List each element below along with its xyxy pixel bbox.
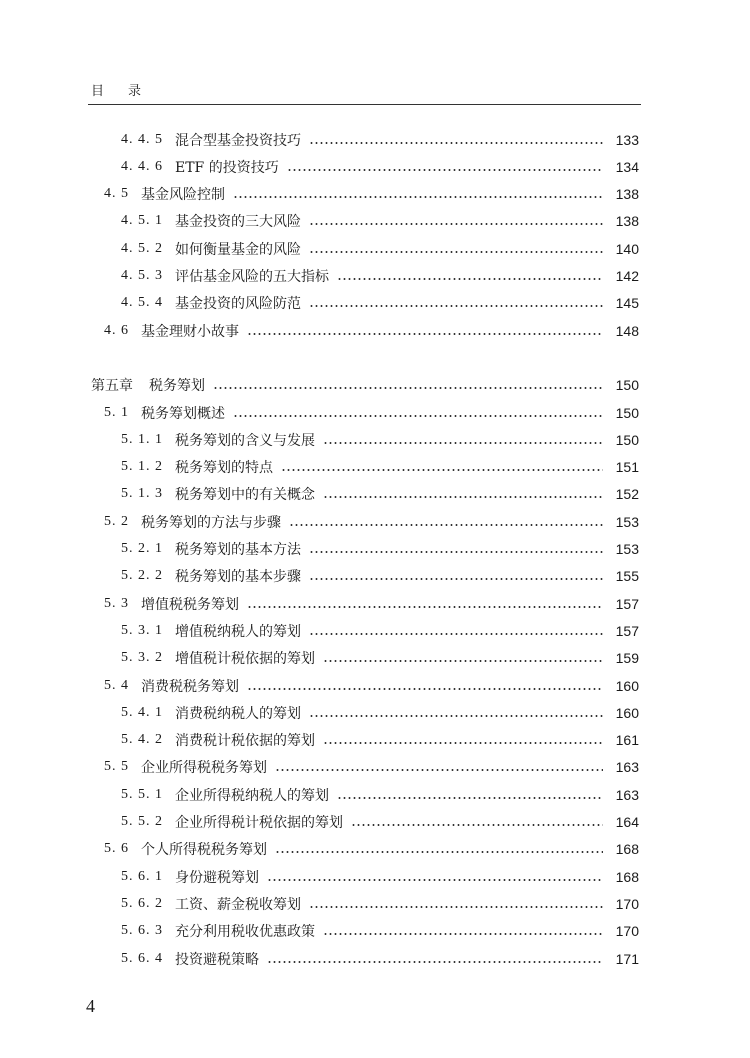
toc-entry-page: 164 [615,814,639,830]
dot-leader [213,387,603,389]
toc-entry-number: 4. 4. 6 [121,158,163,174]
toc-entry-number: 4. 5. 4 [121,295,163,311]
dot-leader [247,333,603,335]
toc-entry-number: 5. 1 [104,404,129,420]
toc-entry-page: 159 [615,650,639,667]
toc-subsection-entry [121,563,639,590]
toc-subsection-entry [121,263,639,290]
toc-entry-page: 151 [615,459,639,476]
toc-entry-page: 168 [615,841,639,858]
toc-entry-page: 168 [615,868,639,885]
running-header [91,80,141,99]
toc-section-entry [104,754,639,781]
toc-entry-page: 150 [615,377,639,394]
dot-leader [233,415,603,417]
toc-subsection-entry [121,481,639,508]
toc-entry-number: 5. 6. 3 [121,923,163,939]
toc-entry-title: 消费税纳税人的筹划 [175,705,301,722]
toc-subsection-entry [121,781,639,808]
toc-entry-title: 消费税计税依据的筹划 [175,733,315,750]
toc-entry-title: 身份避税筹划 [175,869,259,886]
dot-leader [309,305,603,307]
dot-leader [309,551,603,553]
dot-leader [323,660,603,662]
toc-subsection-entry [121,945,639,972]
toc-section-entry [104,181,639,208]
dot-leader [275,769,603,771]
toc-entry-number: 5. 5. 2 [121,814,163,829]
toc-entry-page: 160 [615,704,639,721]
dot-leader [309,578,603,580]
toc-entry-number: 5. 3. 2 [121,650,163,666]
toc-entry-number: 5. 6. 2 [121,895,163,911]
dot-leader [323,933,603,935]
running-header-char-2: 录 [128,84,142,99]
toc-entry-title: 税务筹划的方法与步骤 [141,514,281,531]
toc-entry-page: 153 [615,541,639,557]
toc-entry-number: 4. 5. 2 [121,240,163,256]
toc-entry-number: 第五章 [91,378,133,395]
toc-entry-page: 140 [615,240,639,257]
toc-entry-number: 4. 6 [104,322,129,338]
toc-entry-title: 税务筹划的基本步骤 [175,569,301,586]
toc-subsection-entry [121,809,639,836]
toc-entry-page: 161 [615,732,639,749]
toc-subsection-entry [121,536,639,563]
toc-section-entry [104,590,639,617]
toc-entry-page: 138 [615,213,639,230]
dot-leader [247,606,603,608]
toc-entry-title: 混合型基金投资技巧 [175,132,301,149]
dot-leader [267,961,603,963]
toc-entry-title: 消费税税务筹划 [141,678,239,695]
toc-entry-number: 4. 5 [104,186,129,202]
toc-entry-title: 个人所得税税务筹划 [141,842,267,859]
toc-entry-page: 150 [615,404,639,421]
dot-leader [281,469,603,471]
toc-subsection-entry [121,890,639,917]
toc-subsection-entry [121,235,639,262]
toc-entry-number: 4. 5. 3 [121,268,163,283]
toc-entry-number: 5. 2. 1 [121,541,163,556]
toc-entry-title: ETF 的投资技巧 [175,159,279,176]
toc-entry-title: 税务筹划的含义与发展 [175,432,315,449]
toc-entry-title: 增值税计税依据的筹划 [175,651,315,668]
header-rule [88,104,641,105]
toc-entry-title: 基金投资的风险防范 [175,296,301,313]
toc-entry-page: 142 [615,268,639,284]
toc-entry-number: 5. 5 [104,759,129,775]
toc-section-entry [104,317,639,344]
toc-entry-number: 5. 3. 1 [121,622,163,638]
toc-entry-page: 170 [615,895,639,912]
toc-section-entry [104,399,639,426]
toc-entry-title: 基金风险控制 [141,187,225,204]
toc-section-entry [104,836,639,863]
dot-leader [247,688,603,690]
toc-entry-title: 充分利用税收优惠政策 [175,924,315,941]
toc-entry-page: 155 [615,568,639,585]
toc-entry-number: 5. 1. 3 [121,486,163,502]
toc-entry-page: 163 [615,786,639,803]
page-number: 4 [86,996,95,1016]
toc-subsection-entry [121,454,639,481]
toc-entry-title: 如何衡量基金的风险 [175,241,301,258]
toc-section-entry [104,672,639,699]
toc-chapter-entry [91,372,639,399]
toc-entry-page: 157 [615,622,639,639]
toc-entry-number: 5. 2 [104,513,129,529]
dot-leader [309,251,603,253]
toc-entry-page: 152 [615,486,639,503]
dot-leader [337,797,603,799]
dot-leader [267,879,603,881]
toc-entry-title: 工资、薪金税收筹划 [175,896,301,913]
toc-entry-page: 153 [615,513,639,530]
toc-entry-title: 税务筹划 [149,378,205,395]
dot-leader [323,442,603,444]
toc-subsection-entry [121,617,639,644]
dot-leader [323,742,603,744]
dot-leader [309,715,603,717]
toc-entry-number: 5. 6. 1 [121,868,163,884]
running-header-char-1: 目 [91,84,105,99]
toc-entry-number: 5. 2. 2 [121,568,163,584]
toc-subsection-entry [121,126,639,153]
toc-subsection-entry [121,426,639,453]
toc-entry-page: 148 [615,322,639,339]
dot-leader [309,223,603,225]
toc-entry-title: 企业所得税税务筹划 [141,760,267,777]
toc-entry-title: 企业所得税纳税人的筹划 [175,787,329,804]
toc-entry-page: 160 [615,677,639,694]
toc-entry-number: 5. 4 [104,677,129,693]
toc-entry-number: 5. 4. 1 [121,704,163,720]
dot-leader [337,278,603,280]
toc-entry-title: 税务筹划概述 [141,405,225,422]
toc-entry-page: 157 [615,595,639,612]
toc-entry-number: 4. 4. 5 [121,131,163,147]
toc-entry-number: 5. 6 [104,841,129,857]
toc-entry-number: 5. 5. 1 [121,786,163,802]
dot-leader [275,851,603,853]
toc-entry-title: 税务筹划的基本方法 [175,542,301,558]
toc-entry-page: 163 [615,759,639,776]
toc-subsection-entry [121,645,639,672]
toc-entry-page: 138 [615,186,639,203]
toc-subsection-entry [121,727,639,754]
toc-entry-title: 评估基金风险的五大指标 [175,269,329,285]
toc-entry-number: 5. 1. 1 [121,431,163,447]
toc-entry-page: 134 [615,158,639,175]
toc-entry-page: 150 [615,431,639,448]
dot-leader [309,633,603,635]
toc-entry-number: 5. 6. 4 [121,950,163,966]
toc-entry-page: 145 [615,295,639,312]
toc-entry-number: 5. 1. 2 [121,459,163,475]
toc-subsection-entry [121,699,639,726]
dot-leader [287,169,603,171]
dot-leader [289,524,603,526]
toc-entry-title: 投资避税策略 [175,951,259,968]
toc-entry-title: 增值税纳税人的筹划 [175,623,301,640]
toc-entry-title: 企业所得税计税依据的筹划 [175,815,343,831]
dot-leader [309,142,603,144]
toc-entry-title: 基金理财小故事 [141,323,239,340]
toc-entry-title: 基金投资的三大风险 [175,214,301,231]
dot-leader [351,824,603,826]
toc-entry-page: 171 [615,950,639,967]
toc-entry-page: 170 [615,923,639,940]
toc-entry-title: 增值税税务筹划 [141,596,239,613]
toc-entry-title: 税务筹划的特点 [175,460,273,477]
toc-section-entry [104,508,639,535]
toc-entry-title: 税务筹划中的有关概念 [175,487,315,504]
dot-leader [323,496,603,498]
toc-subsection-entry [121,863,639,890]
toc-entry-page: 133 [615,131,639,148]
toc-subsection-entry [121,153,639,180]
toc-entry-number: 5. 3 [104,595,129,611]
toc-entry-number: 4. 5. 1 [121,213,163,229]
dot-leader [309,906,603,908]
toc-subsection-entry [121,208,639,235]
dot-leader [233,196,603,198]
toc-subsection-entry [121,290,639,317]
toc-entry-number: 5. 4. 2 [121,732,163,748]
toc-subsection-entry [121,918,639,945]
